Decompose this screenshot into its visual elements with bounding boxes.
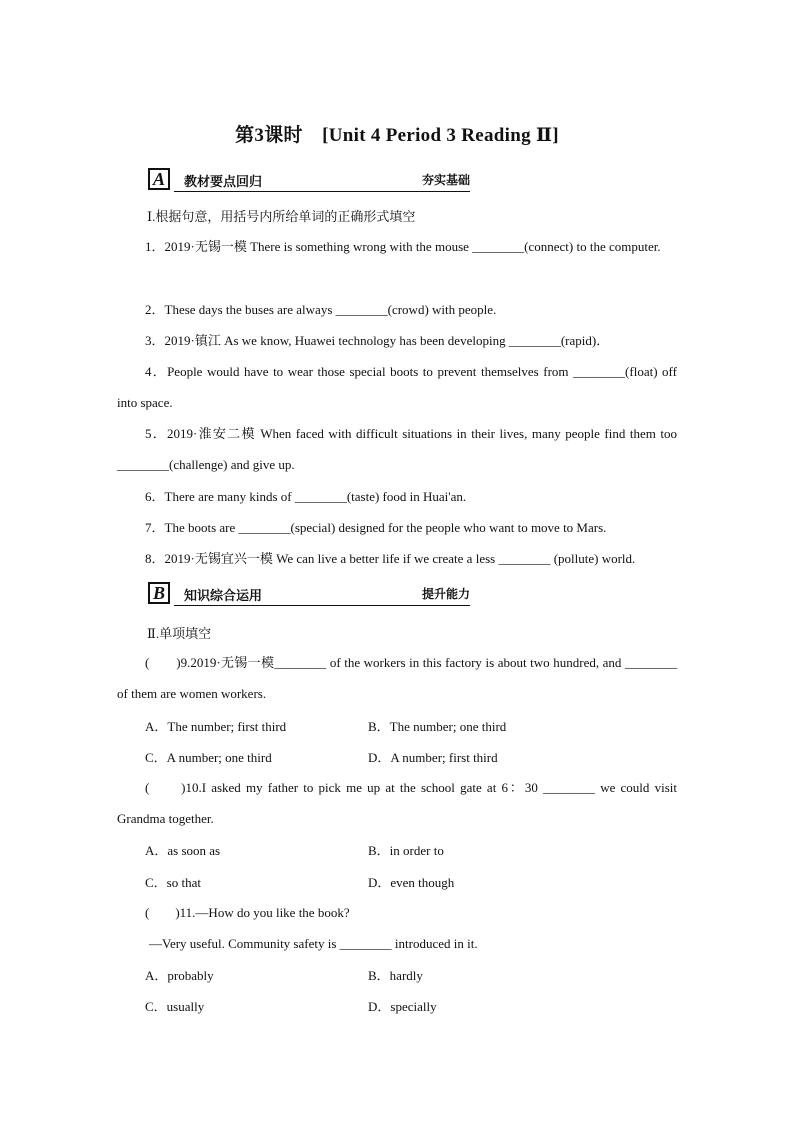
question-11-stem-line-2 [117, 928, 677, 959]
option-c: C．usually [145, 999, 205, 1014]
section-a-tag: 夯实基础 [421, 173, 470, 187]
item-text: These days the buses are always ________(crowd) with people. [164, 302, 497, 317]
exercise-item-3 [117, 325, 677, 356]
item-text: 2019·无锡宜兴一模 We can live a better life if we create a less ________ (pollute) world. [164, 551, 636, 566]
exercise-item-4 [117, 356, 677, 418]
question-11-options-row-2 [145, 996, 665, 1016]
item-number: 3． [145, 333, 165, 348]
question-10-options-row-1 [145, 840, 665, 860]
option-d: D．even though [368, 875, 455, 890]
question-10-stem [117, 772, 677, 834]
item-text: People would have to wear those special boots to prevent themselves from ________(float) off into space. [117, 364, 677, 410]
item-number: 2． [145, 302, 165, 317]
item-number: 1． [145, 239, 165, 254]
option-a: A．as soon as [145, 843, 221, 858]
part2-heading: Ⅱ.单项填空 [147, 626, 212, 641]
option-b: B．in order to [368, 843, 444, 858]
exercise-item-6 [117, 481, 677, 512]
exercise-item-1 [117, 231, 677, 262]
exercise-item-7 [117, 512, 677, 543]
item-number: 7． [145, 520, 165, 535]
item-number: 4． [145, 364, 168, 379]
item-text: 2019·无锡一模 There is something wrong with the mouse ________(connect) to the computer. [164, 239, 661, 254]
section-a-title: 教材要点回归 [184, 175, 263, 190]
option-d: D．A number; first third [368, 750, 498, 765]
part1-heading: Ⅰ.根据句意，用括号内所给单词的正确形式填空 [147, 209, 416, 224]
option-d: D．specially [368, 999, 437, 1014]
question-text: ( )9.2019·无锡一模________ of the workers in this factory is about two hundred, and ________ of them are women workers. [117, 655, 677, 701]
item-text: There are many kinds of ________(taste) food in Huai'an. [164, 489, 467, 504]
question-11-options-row-1 [145, 965, 665, 985]
option-b: B．The number; one third [368, 719, 507, 734]
item-number: 5． [145, 426, 168, 441]
page-title: 第3课时 [Unit 4 Period 3 Reading Ⅱ] [235, 125, 559, 146]
section-b-title: 知识综合运用 [184, 589, 263, 604]
question-10-options-row-2 [145, 872, 665, 892]
item-number: 8． [145, 551, 165, 566]
section-b-header [148, 582, 470, 606]
question-text: ( )11.—How do you like the book? [145, 905, 350, 920]
item-text: The boots are ________(special) designed for the people who want to move to Mars. [164, 520, 607, 535]
question-9-options-row-1 [145, 716, 665, 736]
exercise-item-2 [117, 294, 677, 325]
question-9-options-row-2 [145, 747, 665, 767]
question-11-stem [117, 897, 677, 928]
section-b-badge: B [148, 582, 170, 604]
exercise-item-8 [117, 543, 677, 574]
question-9-stem [117, 647, 677, 709]
option-a: A．The number; first third [145, 719, 287, 734]
section-b-rule [174, 605, 470, 606]
option-c: C．so that [145, 875, 201, 890]
option-a: A．probably [145, 968, 214, 983]
item-number: 6． [145, 489, 165, 504]
option-b: B．hardly [368, 968, 423, 983]
item-text: 2019·淮安二模 When faced with difficult situations in their lives, many people find them too ________(challenge) and give up. [117, 426, 677, 472]
section-b-tag: 提升能力 [421, 587, 470, 601]
option-c: C．A number; one third [145, 750, 272, 765]
section-a-header [148, 168, 470, 192]
section-a-rule [174, 191, 470, 192]
question-text: —Very useful. Community safety is ________ introduced in it. [149, 936, 478, 951]
item-text: 2019·镇江 As we know, Huawei technology has been developing ________(rapid)． [164, 333, 610, 348]
section-a-badge: A [148, 168, 170, 190]
question-text: ( )10.I asked my father to pick me up at the school gate at 6：30 ________ we could visit Grandma together. [117, 780, 677, 826]
exercise-item-5 [117, 418, 677, 480]
